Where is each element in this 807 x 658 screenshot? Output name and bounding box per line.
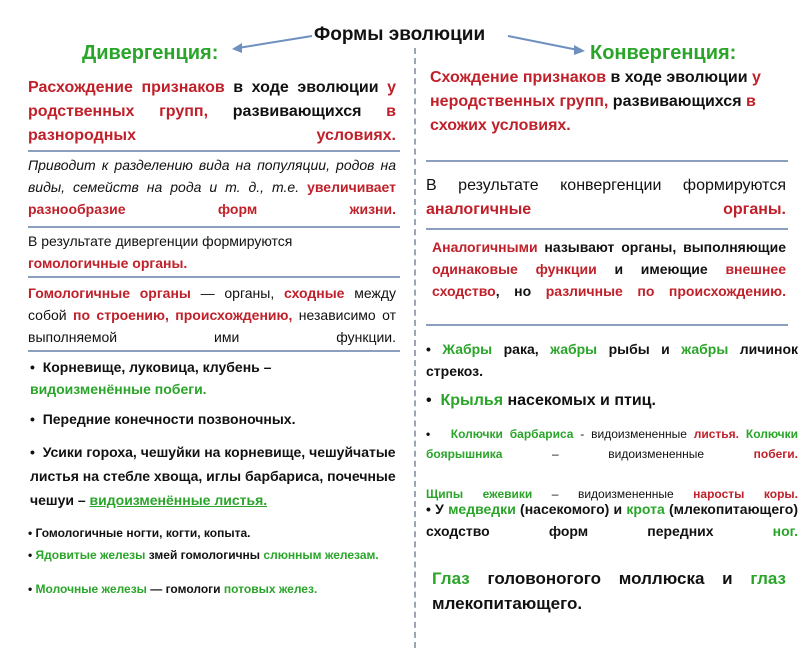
divergence-result-paragraph — [28, 154, 396, 220]
text: личинок стрекоз. — [426, 341, 799, 379]
text: млекопитающего. — [432, 594, 583, 613]
text-highlight: условиях. — [135, 127, 396, 144]
page-title: Формы эволюции — [314, 24, 486, 45]
separator — [426, 160, 788, 162]
text-highlight: побеги. — [753, 447, 798, 461]
text: , но — [495, 283, 546, 299]
arrow-left-head — [232, 43, 242, 53]
list-item: • Колючки барбариса - видоизмененные листья. Колючки боярышника – видоизмененные побеги. — [426, 427, 798, 461]
text-highlight: Глаз — [432, 569, 470, 588]
list-item: • Усики гороха, чешуйки на корневище, чешуйчатые листья на стебле хвоща, иглы барбариса, почечные чешуи – видоизменённые листья. — [30, 444, 396, 508]
text-highlight: внешнее сходство — [432, 261, 786, 299]
text-highlight: Жабры — [442, 341, 493, 357]
separator — [28, 276, 400, 278]
text-highlight: листья. — [693, 427, 740, 441]
divergence-homologous-paragraph — [28, 230, 396, 274]
text-highlight: ног. — [772, 523, 798, 539]
text-highlight: по строению, происхождению, — [73, 307, 293, 323]
separator — [28, 226, 400, 228]
text-highlight: Гомологичные органы — [28, 285, 191, 301]
analogous-definition — [432, 236, 786, 302]
text-highlight: различные по происхождению. — [545, 283, 786, 299]
text-highlight: увеличивает разнообразие форм жизни. — [28, 179, 396, 217]
separator — [426, 228, 788, 230]
list-item: • Передние конечности позвоночных. — [30, 411, 296, 427]
convergence-result-paragraph — [426, 174, 786, 222]
text-highlight: жабры — [681, 341, 729, 357]
text-highlight: у неродственных групп, — [430, 69, 761, 110]
text: насекомых и птиц. — [503, 392, 656, 409]
text: Усики гороха, чешуйки на корневище, чешуйчатые листья на стебле хвоща, иглы барбариса, почечные чешуи – — [30, 444, 396, 508]
column-divider — [414, 48, 416, 648]
text: в ходе эволюции — [224, 79, 388, 96]
list-item: • Ядовитые железы змей гомологичны слюнным железам. — [28, 548, 379, 562]
text: головоногого моллюска и — [469, 569, 751, 588]
divergence-definition — [28, 76, 396, 148]
text-highlight: видоизменённые побеги. — [30, 381, 207, 397]
text: В результате конвергенции формируются — [426, 177, 786, 194]
divergence-term: Расхождение признаков — [28, 79, 225, 96]
text: Корневище, луковица, клубень – — [42, 359, 272, 375]
text: называют органы, выполняющие — [537, 239, 786, 255]
text: в ходе эволюции — [606, 69, 752, 86]
convergence-term: Схождение признаков — [430, 69, 607, 86]
text-highlight: наросты коры. — [693, 487, 798, 501]
text-highlight: одинаковые функции — [432, 261, 597, 277]
text: У — [435, 501, 449, 517]
text-highlight: сходные — [283, 285, 345, 301]
text: (млекопитающего) сходство форм передних — [426, 501, 798, 539]
separator — [28, 350, 400, 352]
arrow-right-head — [574, 45, 585, 55]
list-item: • Молочные железы — гомологи потовых желез. — [28, 582, 318, 596]
text-highlight: Колючки боярышника — [426, 427, 798, 461]
list-item: • Крылья насекомых и птиц. — [426, 392, 656, 409]
text-highlight: медведки — [448, 501, 516, 517]
list-item: • У медведки (насекомого) и крота (млекопитающего) сходство форм передних ног. — [426, 501, 798, 539]
text-highlight: глаз — [750, 569, 786, 588]
text-highlight: Молочные железы — [35, 582, 147, 596]
list-item: • Корневище, луковица, клубень – видоизменённые побеги. — [30, 359, 272, 397]
text: В результате дивергенции формируются — [28, 233, 293, 249]
list-item: • Жабры рака, жабры рыбы и жабры личинок стрекоз. — [426, 341, 799, 379]
text-highlight: Ядовитые железы — [35, 548, 146, 562]
text — [739, 427, 746, 441]
text-highlight: Щипы ежевики — [426, 487, 533, 501]
text-highlight: потовых желез. — [223, 582, 318, 596]
text-highlight: Колючки барбариса — [450, 427, 574, 441]
divergence-heading: Дивергенция: — [82, 42, 219, 64]
separator — [28, 150, 400, 152]
text: – видоизмененные — [502, 447, 754, 461]
text: Гомологичные ногти, когти, копыта. — [35, 526, 251, 540]
text: рака, — [492, 341, 551, 357]
text: Передние конечности позвоночных. — [42, 411, 296, 427]
text: развивающихся — [208, 103, 387, 120]
text-highlight: крота — [626, 501, 665, 517]
text-highlight: аналогичные органы. — [426, 201, 786, 218]
list-item — [432, 566, 786, 616]
convergence-heading: Конвергенция: — [590, 42, 737, 64]
text: и имеющие — [596, 261, 726, 277]
text-highlight: жабры — [550, 341, 598, 357]
text: развивающихся — [608, 93, 746, 110]
text: между собой — [28, 285, 396, 323]
text: змей гомологичны — [145, 548, 264, 562]
text-highlight: Аналогичными — [432, 239, 538, 255]
text-highlight: слюнным железам. — [263, 548, 379, 562]
convergence-definition — [430, 66, 770, 138]
arrow-right-line — [508, 36, 578, 50]
arrow-left-line — [238, 36, 312, 48]
text: (насекомого) и — [515, 501, 627, 517]
text: Приводит к разделению вида на популяции, родов на виды, семейств на рода и т. д., т.е. — [28, 157, 396, 195]
text: независимо от выполняемой ими функции. — [28, 307, 397, 345]
text-highlight: гомологичные органы. — [28, 255, 188, 271]
text-highlight: Крылья — [440, 392, 504, 409]
separator — [426, 324, 788, 326]
text: — органы, — [190, 285, 284, 301]
list-item: • Гомологичные ногти, когти, копыта. — [28, 526, 251, 540]
text-highlight: в разнородных — [28, 103, 397, 144]
text-highlight: в схожих условиях. — [430, 93, 756, 134]
text: – видоизмененные — [532, 487, 694, 501]
text-highlight: видоизменённые листья. — [89, 492, 268, 508]
text-highlight: у родственных групп, — [28, 79, 397, 120]
text: рыбы и — [597, 341, 682, 357]
text: — гомологи — [146, 582, 224, 596]
homologous-definition — [28, 282, 396, 348]
text: - видоизмененные — [573, 427, 694, 441]
